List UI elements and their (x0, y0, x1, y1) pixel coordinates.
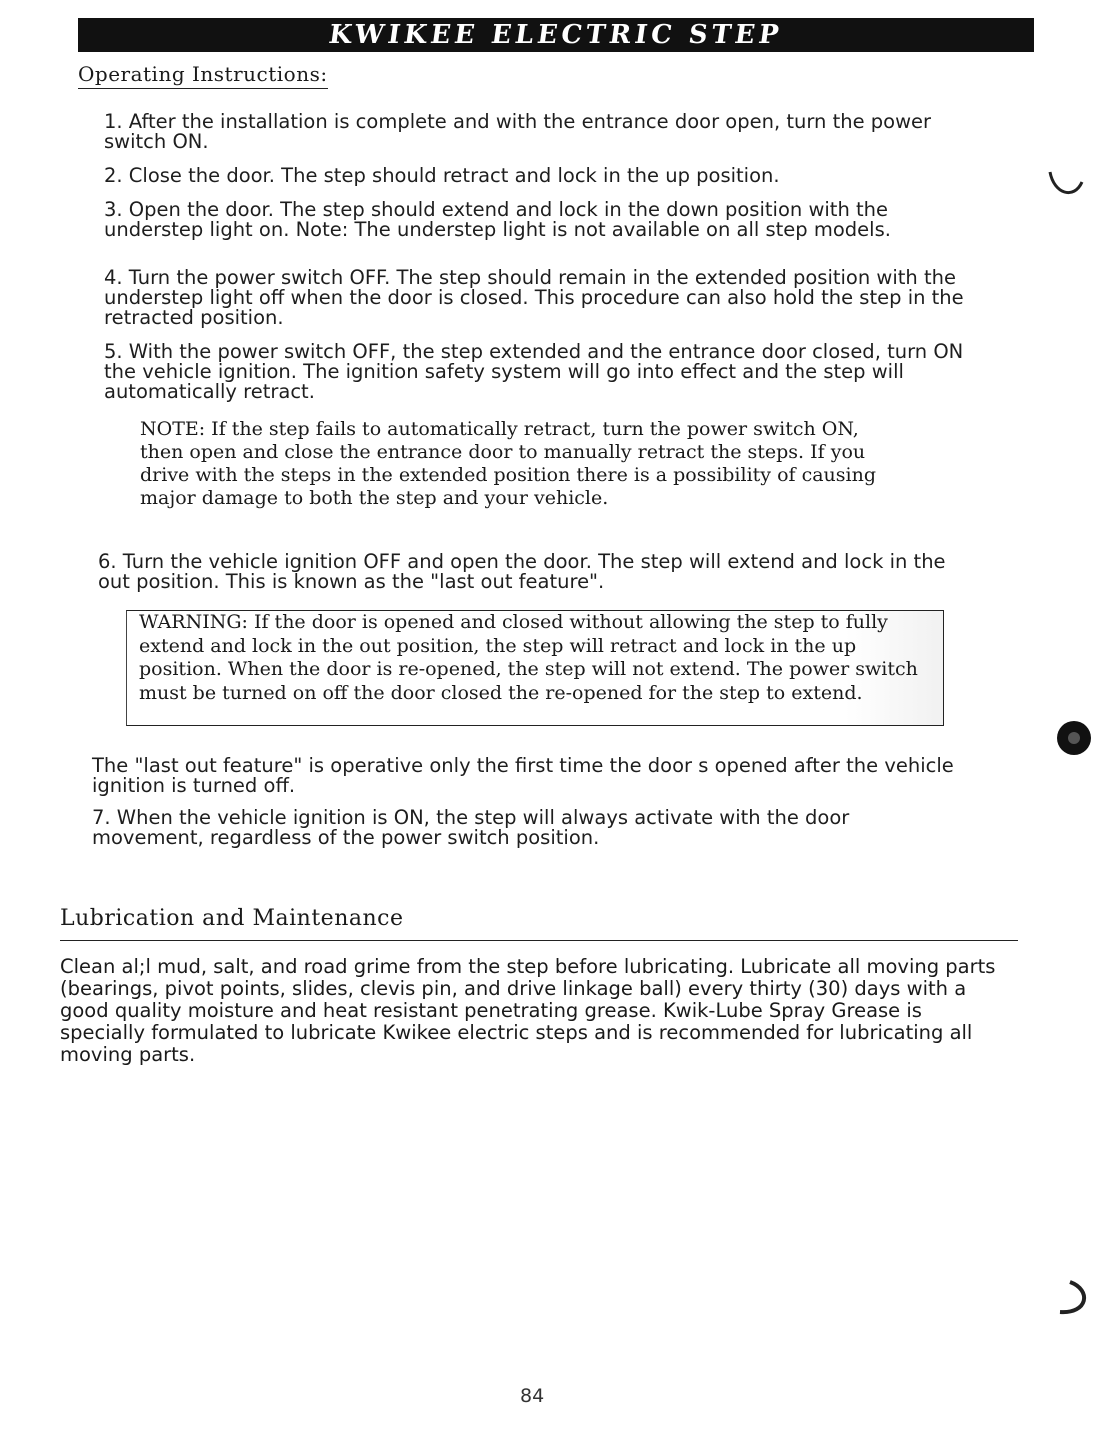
warning-box (126, 610, 944, 726)
retract-note: NOTE: If the step fails to automatically retract, turn the power switch ON, then open and close the entrance door to manually retract the steps. If you drive with the steps in the extended position there is a possibility of causing major damage to both the step and your vehicle. (140, 418, 877, 509)
warning-text: WARNING: If the door is opened and closed without allowing the step to fully extend and lock in the out position, the step will retract and lock in the up position. When the door is re-opened, the step will not extend. The power switch must be turned on off the door closed the re-opened for the step to extend. (139, 611, 918, 704)
lubrication-divider (60, 940, 1018, 941)
binder-hole-icon (1040, 714, 1100, 764)
corner-mark-icon (1030, 1272, 1100, 1322)
instruction-item-2: 2. Close the door. The step should retract and lock in the up position. (104, 164, 780, 187)
instruction-item-1: 1. After the installation is complete and with the entrance door open, turn the power switch ON. (104, 110, 932, 153)
last-out-note: The "last out feature" is operative only the first time the door s opened after the vehicle ignition is turned off. (92, 754, 954, 797)
header-title: KWIKEE ELECTRIC STEP (327, 20, 785, 50)
lubrication-paragraph: Clean al;l mud, salt, and road grime from the step before lubricating. Lubricate all moving parts (bearings, pivot points, slides, clevis pin, and drive linkage ball) every thirty (30) days with a good quality moisture and heat resistant penetrating grease. Kwik-Lube Spray Grease is specially formulated to lubricate Kwikee electric steps and is recommended for lubricating all moving parts. (60, 955, 996, 1066)
margin-mark-icon (1040, 160, 1100, 200)
instruction-item-3: 3. Open the door. The step should extend and lock in the down position with the understep light on. Note: The understep light is not available on all step models. (104, 198, 891, 241)
header-banner (78, 18, 1034, 52)
instruction-item-5: 5. With the power switch OFF, the step extended and the entrance door closed, turn ON the vehicle ignition. The ignition safety system will go into effect and the step will automatically retract. (104, 340, 964, 403)
instruction-item-6: 6. Turn the vehicle ignition OFF and open the door. The step will extend and lock in the out position. This is known as the "last out feature". (98, 550, 946, 593)
operating-instructions-heading: Operating Instructions: (78, 62, 328, 89)
lubrication-heading: Lubrication and Maintenance (60, 906, 404, 931)
instruction-item-7: 7. When the vehicle ignition is ON, the step will always activate with the door movement, regardless of the power switch position. (92, 806, 850, 849)
page-number: 84 (520, 1385, 545, 1407)
instruction-item-4: 4. Turn the power switch OFF. The step should remain in the extended position with the understep light off when the door is closed. This procedure can also hold the step in the retracted position. (104, 266, 964, 329)
